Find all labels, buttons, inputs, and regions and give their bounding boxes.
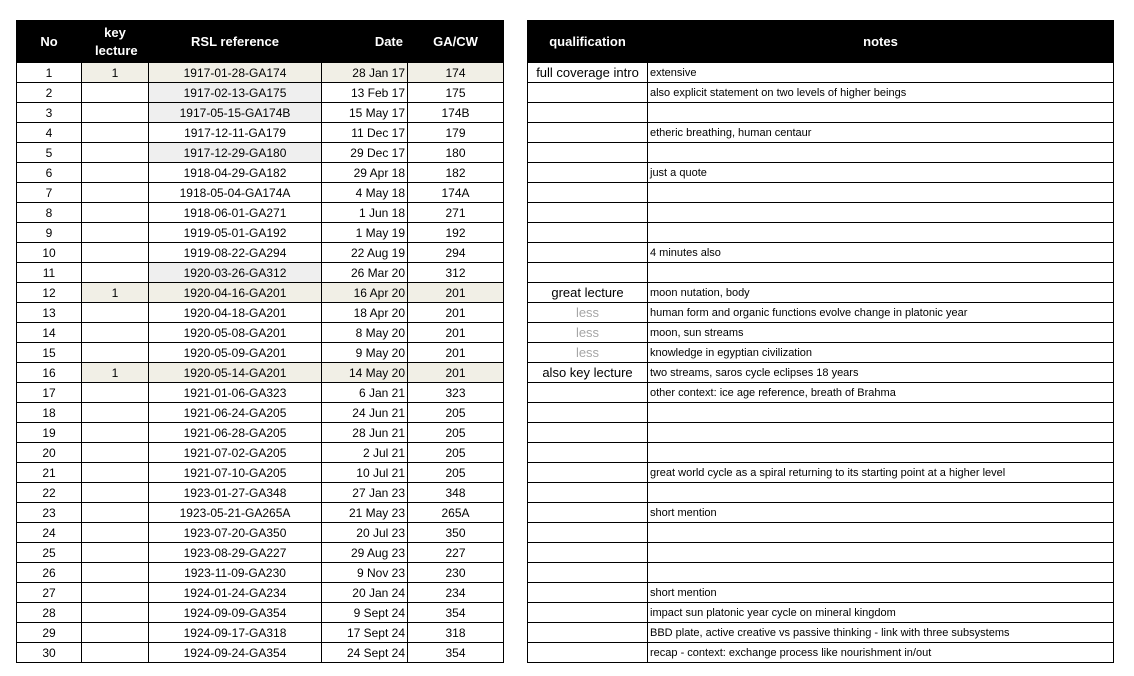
key-lecture-cell — [82, 423, 149, 443]
ga-cw-cell: 205 — [408, 423, 504, 443]
notes-cell: moon nutation, body — [648, 283, 1114, 303]
ga-cw-cell: 350 — [408, 523, 504, 543]
date-cell: 11 Dec 17 — [322, 123, 408, 143]
lecture-reference-table — [16, 20, 504, 663]
date-cell: 14 May 20 — [322, 363, 408, 383]
notes-cell — [648, 523, 1114, 543]
ga-cw-cell: 205 — [408, 443, 504, 463]
date-cell: 2 Jul 21 — [322, 443, 408, 463]
notes-cell: other context: ice age reference, breath of Brahma — [648, 383, 1114, 403]
row-number-cell: 24 — [17, 523, 82, 543]
rsl-reference-cell: 1920-05-08-GA201 — [149, 323, 322, 343]
qualification-cell — [528, 443, 648, 463]
table-row — [17, 323, 504, 343]
key-lecture-cell — [82, 643, 149, 663]
rsl-reference-cell: 1917-05-15-GA174B — [149, 103, 322, 123]
notes-cell: extensive — [648, 63, 1114, 83]
row-number-cell: 10 — [17, 243, 82, 263]
table-row — [528, 503, 1114, 523]
key-lecture-cell — [82, 123, 149, 143]
table-row — [528, 583, 1114, 603]
qualification-cell — [528, 383, 648, 403]
qualification-cell: full coverage intro — [528, 63, 648, 83]
ga-cw-cell: 201 — [408, 343, 504, 363]
date-cell: 13 Feb 17 — [322, 83, 408, 103]
date-cell: 29 Apr 18 — [322, 163, 408, 183]
key-lecture-cell — [82, 263, 149, 283]
row-number-cell: 23 — [17, 503, 82, 523]
table-row — [528, 163, 1114, 183]
ga-cw-cell: 201 — [408, 363, 504, 383]
row-number-cell: 2 — [17, 83, 82, 103]
qualification-cell — [528, 423, 648, 443]
key-lecture-cell — [82, 343, 149, 363]
notes-cell — [648, 443, 1114, 463]
table-row — [17, 223, 504, 243]
ga-cw-cell: 175 — [408, 83, 504, 103]
ga-cw-cell: 323 — [408, 383, 504, 403]
row-number-cell: 6 — [17, 163, 82, 183]
table-row — [17, 203, 504, 223]
notes-cell — [648, 203, 1114, 223]
qualification-cell — [528, 203, 648, 223]
row-number-cell: 17 — [17, 383, 82, 403]
date-cell: 22 Aug 19 — [322, 243, 408, 263]
notes-cell: impact sun platonic year cycle on mineral kingdom — [648, 603, 1114, 623]
key-lecture-cell — [82, 403, 149, 423]
key-lecture-cell — [82, 523, 149, 543]
date-cell: 9 Sept 24 — [322, 603, 408, 623]
rsl-reference-cell: 1918-05-04-GA174A — [149, 183, 322, 203]
key-lecture-cell — [82, 383, 149, 403]
table-row — [528, 143, 1114, 163]
ga-cw-cell: 348 — [408, 483, 504, 503]
qualification-cell — [528, 523, 648, 543]
header-ga-cw: GA/CW — [408, 21, 504, 63]
rsl-reference-cell: 1923-08-29-GA227 — [149, 543, 322, 563]
row-number-cell: 5 — [17, 143, 82, 163]
qualification-cell — [528, 243, 648, 263]
table-row — [528, 603, 1114, 623]
row-number-cell: 1 — [17, 63, 82, 83]
rsl-reference-cell: 1923-05-21-GA265A — [149, 503, 322, 523]
notes-cell — [648, 543, 1114, 563]
ga-cw-cell: 354 — [408, 603, 504, 623]
qualification-cell: less — [528, 303, 648, 323]
rsl-reference-cell: 1921-01-06-GA323 — [149, 383, 322, 403]
row-number-cell: 25 — [17, 543, 82, 563]
date-cell: 28 Jan 17 — [322, 63, 408, 83]
row-number-cell: 14 — [17, 323, 82, 343]
qualification-cell — [528, 563, 648, 583]
ga-cw-cell: 174B — [408, 103, 504, 123]
ga-cw-cell: 294 — [408, 243, 504, 263]
row-number-cell: 18 — [17, 403, 82, 423]
table-row — [528, 183, 1114, 203]
qualification-cell — [528, 583, 648, 603]
table-row — [17, 443, 504, 463]
rsl-reference-cell: 1920-05-09-GA201 — [149, 343, 322, 363]
key-lecture-cell — [82, 103, 149, 123]
qualification-cell — [528, 623, 648, 643]
qualification-cell: also key lecture — [528, 363, 648, 383]
row-number-cell: 11 — [17, 263, 82, 283]
qualification-cell: less — [528, 323, 648, 343]
header-notes: notes — [648, 21, 1114, 63]
key-lecture-cell — [82, 483, 149, 503]
qualification-cell — [528, 123, 648, 143]
date-cell: 26 Mar 20 — [322, 263, 408, 283]
date-cell: 17 Sept 24 — [322, 623, 408, 643]
key-lecture-cell — [82, 143, 149, 163]
qualification-cell — [528, 163, 648, 183]
rsl-reference-cell: 1919-08-22-GA294 — [149, 243, 322, 263]
key-lecture-cell — [82, 163, 149, 183]
right-header-row — [528, 21, 1114, 63]
header-key-lecture — [82, 21, 149, 63]
qualification-cell — [528, 503, 648, 523]
date-cell: 24 Jun 21 — [322, 403, 408, 423]
notes-cell: great world cycle as a spiral returning to its starting point at a higher level — [648, 463, 1114, 483]
table-row — [17, 503, 504, 523]
table-row — [17, 163, 504, 183]
notes-cell: short mention — [648, 503, 1114, 523]
key-lecture-cell — [82, 583, 149, 603]
row-number-cell: 16 — [17, 363, 82, 383]
row-number-cell: 29 — [17, 623, 82, 643]
key-lecture-cell: 1 — [82, 63, 149, 83]
table-row — [17, 543, 504, 563]
notes-cell: etheric breathing, human centaur — [648, 123, 1114, 143]
key-lecture-cell — [82, 183, 149, 203]
key-lecture-cell — [82, 243, 149, 263]
notes-cell — [648, 563, 1114, 583]
qualification-cell — [528, 183, 648, 203]
notes-cell — [648, 423, 1114, 443]
table-row — [528, 323, 1114, 343]
row-number-cell: 21 — [17, 463, 82, 483]
table-row — [17, 363, 504, 383]
table-row — [17, 403, 504, 423]
ga-cw-cell: 174A — [408, 183, 504, 203]
row-number-cell: 19 — [17, 423, 82, 443]
key-lecture-cell — [82, 603, 149, 623]
ga-cw-cell: 205 — [408, 463, 504, 483]
ga-cw-cell: 174 — [408, 63, 504, 83]
table-row — [17, 183, 504, 203]
key-lecture-cell — [82, 203, 149, 223]
notes-cell — [648, 183, 1114, 203]
table-row — [17, 623, 504, 643]
table-row — [528, 623, 1114, 643]
notes-cell: just a quote — [648, 163, 1114, 183]
table-row — [528, 83, 1114, 103]
date-cell: 10 Jul 21 — [322, 463, 408, 483]
date-cell: 29 Aug 23 — [322, 543, 408, 563]
qualification-cell: great lecture — [528, 283, 648, 303]
row-number-cell: 12 — [17, 283, 82, 303]
table-row — [528, 243, 1114, 263]
rsl-reference-cell: 1920-04-18-GA201 — [149, 303, 322, 323]
qualification-cell: less — [528, 343, 648, 363]
table-row — [17, 303, 504, 323]
table-row — [17, 263, 504, 283]
header-rsl-reference: RSL reference — [149, 21, 322, 63]
key-lecture-cell — [82, 463, 149, 483]
row-number-cell: 7 — [17, 183, 82, 203]
table-row — [528, 283, 1114, 303]
table-row — [528, 263, 1114, 283]
key-lecture-cell: 1 — [82, 363, 149, 383]
left-table-body — [17, 63, 504, 663]
key-lecture-cell — [82, 563, 149, 583]
row-number-cell: 27 — [17, 583, 82, 603]
notes-cell: short mention — [648, 583, 1114, 603]
table-row — [17, 383, 504, 403]
rsl-reference-cell: 1918-04-29-GA182 — [149, 163, 322, 183]
notes-cell: human form and organic functions evolve change in platonic year — [648, 303, 1114, 323]
qualification-cell — [528, 463, 648, 483]
row-number-cell: 20 — [17, 443, 82, 463]
rsl-reference-cell: 1917-12-11-GA179 — [149, 123, 322, 143]
notes-cell: 4 minutes also — [648, 243, 1114, 263]
table-row — [528, 63, 1114, 83]
row-number-cell: 8 — [17, 203, 82, 223]
notes-cell: knowledge in egyptian civilization — [648, 343, 1114, 363]
table-row — [17, 603, 504, 623]
ga-cw-cell: 318 — [408, 623, 504, 643]
date-cell: 21 May 23 — [322, 503, 408, 523]
ga-cw-cell: 312 — [408, 263, 504, 283]
qualification-cell — [528, 403, 648, 423]
table-row — [17, 123, 504, 143]
table-row — [528, 363, 1114, 383]
date-cell: 1 May 19 — [322, 223, 408, 243]
date-cell: 6 Jan 21 — [322, 383, 408, 403]
table-row — [528, 423, 1114, 443]
row-number-cell: 28 — [17, 603, 82, 623]
notes-cell — [648, 143, 1114, 163]
table-row — [17, 643, 504, 663]
notes-cell: also explicit statement on two levels of higher beings — [648, 83, 1114, 103]
table-row — [528, 523, 1114, 543]
rsl-reference-cell: 1924-01-24-GA234 — [149, 583, 322, 603]
table-row — [17, 563, 504, 583]
rsl-reference-cell: 1923-11-09-GA230 — [149, 563, 322, 583]
table-row — [17, 463, 504, 483]
rsl-reference-cell: 1918-06-01-GA271 — [149, 203, 322, 223]
date-cell: 15 May 17 — [322, 103, 408, 123]
rsl-reference-cell: 1921-06-28-GA205 — [149, 423, 322, 443]
notes-cell: recap - context: exchange process like nourishment in/out — [648, 643, 1114, 663]
rsl-reference-cell: 1921-07-02-GA205 — [149, 443, 322, 463]
table-row — [528, 563, 1114, 583]
table-row — [528, 403, 1114, 423]
rsl-reference-cell: 1921-06-24-GA205 — [149, 403, 322, 423]
key-lecture-cell — [82, 623, 149, 643]
rsl-reference-cell: 1919-05-01-GA192 — [149, 223, 322, 243]
ga-cw-cell: 271 — [408, 203, 504, 223]
ga-cw-cell: 192 — [408, 223, 504, 243]
key-lecture-cell — [82, 303, 149, 323]
header-no: No — [17, 21, 82, 63]
table-row — [528, 123, 1114, 143]
row-number-cell: 9 — [17, 223, 82, 243]
qualification-cell — [528, 143, 648, 163]
date-cell: 18 Apr 20 — [322, 303, 408, 323]
table-row — [528, 343, 1114, 363]
date-cell: 8 May 20 — [322, 323, 408, 343]
right-table-body — [528, 63, 1114, 663]
row-number-cell: 15 — [17, 343, 82, 363]
rsl-reference-cell: 1924-09-24-GA354 — [149, 643, 322, 663]
ga-cw-cell: 205 — [408, 403, 504, 423]
row-number-cell: 4 — [17, 123, 82, 143]
date-cell: 28 Jun 21 — [322, 423, 408, 443]
table-row — [17, 243, 504, 263]
rsl-reference-cell: 1917-12-29-GA180 — [149, 143, 322, 163]
row-number-cell: 3 — [17, 103, 82, 123]
ga-cw-cell: 234 — [408, 583, 504, 603]
header-key-lecture-label: key lecture — [95, 24, 138, 58]
table-row — [528, 223, 1114, 243]
qualification-cell — [528, 643, 648, 663]
ga-cw-cell: 354 — [408, 643, 504, 663]
ga-cw-cell: 230 — [408, 563, 504, 583]
qualification-cell — [528, 83, 648, 103]
qualification-cell — [528, 603, 648, 623]
row-number-cell: 26 — [17, 563, 82, 583]
key-lecture-cell — [82, 323, 149, 343]
rsl-reference-cell: 1917-02-13-GA175 — [149, 83, 322, 103]
rsl-reference-cell: 1917-01-28-GA174 — [149, 63, 322, 83]
qualification-cell — [528, 263, 648, 283]
table-row — [528, 483, 1114, 503]
qualification-cell — [528, 483, 648, 503]
notes-table — [527, 20, 1114, 663]
date-cell: 16 Apr 20 — [322, 283, 408, 303]
table-row — [17, 283, 504, 303]
table-row — [528, 543, 1114, 563]
ga-cw-cell: 201 — [408, 323, 504, 343]
ga-cw-cell: 201 — [408, 283, 504, 303]
date-cell: 20 Jul 23 — [322, 523, 408, 543]
table-row — [528, 203, 1114, 223]
ga-cw-cell: 180 — [408, 143, 504, 163]
header-date: Date — [322, 21, 408, 63]
key-lecture-cell: 1 — [82, 283, 149, 303]
table-row — [528, 643, 1114, 663]
key-lecture-cell — [82, 443, 149, 463]
table-row — [17, 523, 504, 543]
date-cell: 9 May 20 — [322, 343, 408, 363]
table-row — [17, 343, 504, 363]
rsl-reference-cell: 1924-09-17-GA318 — [149, 623, 322, 643]
rsl-reference-cell: 1920-05-14-GA201 — [149, 363, 322, 383]
date-cell: 4 May 18 — [322, 183, 408, 203]
rsl-reference-cell: 1921-07-10-GA205 — [149, 463, 322, 483]
date-cell: 24 Sept 24 — [322, 643, 408, 663]
row-number-cell: 22 — [17, 483, 82, 503]
ga-cw-cell: 201 — [408, 303, 504, 323]
rsl-reference-cell: 1923-07-20-GA350 — [149, 523, 322, 543]
ga-cw-cell: 227 — [408, 543, 504, 563]
table-row — [528, 303, 1114, 323]
row-number-cell: 30 — [17, 643, 82, 663]
table-row — [17, 423, 504, 443]
notes-cell — [648, 263, 1114, 283]
table-row — [528, 103, 1114, 123]
date-cell: 1 Jun 18 — [322, 203, 408, 223]
notes-cell — [648, 483, 1114, 503]
table-row — [17, 143, 504, 163]
notes-cell: two streams, saros cycle eclipses 18 years — [648, 363, 1114, 383]
row-number-cell: 13 — [17, 303, 82, 323]
ga-cw-cell: 265A — [408, 503, 504, 523]
table-row — [17, 63, 504, 83]
rsl-reference-cell: 1920-04-16-GA201 — [149, 283, 322, 303]
date-cell: 20 Jan 24 — [322, 583, 408, 603]
table-row — [17, 483, 504, 503]
key-lecture-cell — [82, 83, 149, 103]
date-cell: 27 Jan 23 — [322, 483, 408, 503]
qualification-cell — [528, 103, 648, 123]
notes-cell — [648, 403, 1114, 423]
rsl-reference-cell: 1924-09-09-GA354 — [149, 603, 322, 623]
table-row — [17, 83, 504, 103]
qualification-cell — [528, 223, 648, 243]
table-row — [528, 463, 1114, 483]
ga-cw-cell: 182 — [408, 163, 504, 183]
table-row — [528, 383, 1114, 403]
table-row — [17, 103, 504, 123]
key-lecture-cell — [82, 503, 149, 523]
key-lecture-cell — [82, 223, 149, 243]
rsl-reference-cell: 1923-01-27-GA348 — [149, 483, 322, 503]
notes-cell: BBD plate, active creative vs passive thinking - link with three subsystems — [648, 623, 1114, 643]
qualification-cell — [528, 543, 648, 563]
notes-cell — [648, 103, 1114, 123]
header-qualification: qualification — [528, 21, 648, 63]
notes-cell: moon, sun streams — [648, 323, 1114, 343]
notes-cell — [648, 223, 1114, 243]
table-row — [17, 583, 504, 603]
key-lecture-cell — [82, 543, 149, 563]
table-row — [528, 443, 1114, 463]
ga-cw-cell: 179 — [408, 123, 504, 143]
left-header-row — [17, 21, 504, 63]
date-cell: 9 Nov 23 — [322, 563, 408, 583]
date-cell: 29 Dec 17 — [322, 143, 408, 163]
rsl-reference-cell: 1920-03-26-GA312 — [149, 263, 322, 283]
